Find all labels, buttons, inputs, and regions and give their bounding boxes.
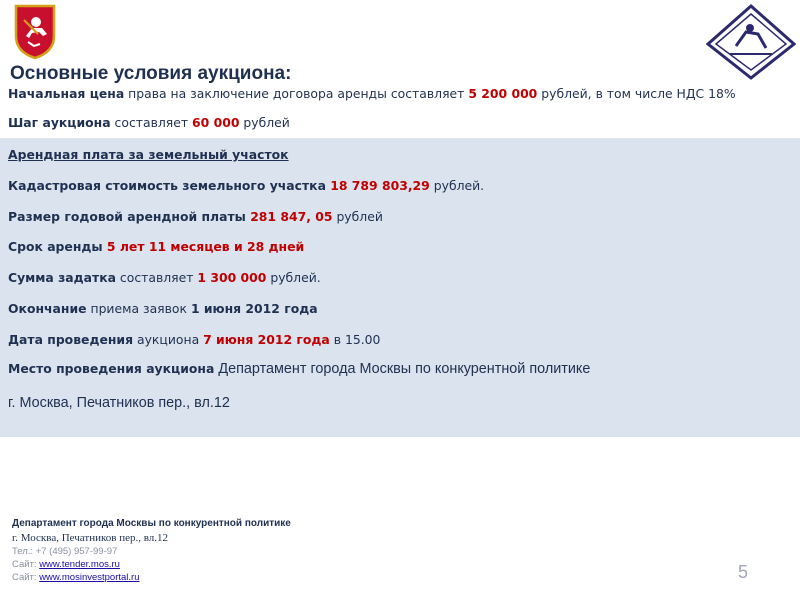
cadastral-suffix: рублей.: [429, 178, 485, 193]
auction-date-value: 7 июня 2012 года: [203, 332, 330, 347]
footer-org: Департамент города Москвы по конкурентной политике: [12, 518, 291, 529]
footer-site-2-label: Сайт:: [12, 572, 40, 583]
page-number: 5: [738, 562, 749, 582]
footer-address: г. Москва, Печатников пер., вл.12: [12, 532, 169, 544]
lease-term-line: [8, 239, 304, 254]
cadastral-label: Кадастровая стоимость земельного участка: [8, 178, 331, 193]
auction-date-line: [8, 332, 380, 347]
applications-end-line: [8, 301, 318, 316]
venue-text: Департамент города Москвы по конкурентной политике: [214, 361, 591, 377]
start-price-line: [8, 86, 736, 101]
auction-step-value: 60 000: [192, 115, 240, 130]
start-price-suffix: рублей, в том числе НДС 18%: [537, 86, 736, 101]
footer-site-1-link[interactable]: www.tender.mos.ru: [39, 559, 120, 570]
start-price-label: Начальная цена: [8, 86, 125, 101]
auction-date-text: аукциона: [133, 332, 204, 347]
footer-site-2-link[interactable]: www.mosinvestportal.ru: [39, 572, 140, 583]
page-title: Основные условия аукциона:: [10, 63, 292, 84]
annual-rent-value: 281 847, 05: [250, 209, 333, 224]
applications-end-label: Окончание: [8, 301, 87, 316]
auction-step-line: [8, 115, 290, 130]
auction-step-suffix: рублей: [239, 115, 290, 130]
auction-date-label: Дата проведения: [8, 332, 134, 347]
auction-date-suffix: в 15.00: [329, 332, 381, 347]
cadastral-value: 18 789 803,29: [330, 178, 430, 193]
annual-rent-label: Размер годовой арендной платы: [8, 209, 251, 224]
footer-phone: Тел.: +7 (495) 957-99-97: [12, 546, 118, 557]
start-price-text: права на заключение договора аренды составляет: [124, 86, 469, 101]
footer-site-1-label: Сайт:: [12, 559, 40, 570]
lease-term-label: Срок аренды: [8, 239, 107, 254]
auction-step-label: Шаг аукциона: [8, 115, 111, 130]
moscow-coat-of-arms-icon: [12, 2, 58, 60]
footer-site-2-line: [12, 572, 612, 583]
deposit-line: [8, 270, 321, 285]
applications-end-value: 1 июня 2012 года: [190, 301, 318, 316]
auction-step-text: составляет: [110, 115, 193, 130]
deposit-suffix: рублей.: [266, 270, 321, 285]
footer: [12, 518, 612, 583]
cadastral-line: [8, 178, 484, 193]
applications-end-text: приема заявок: [86, 301, 191, 316]
start-price-value: 5 200 000: [468, 86, 538, 101]
deposit-value: 1 300 000: [197, 270, 267, 285]
venue-address: г. Москва, Печатников пер., вл.12: [8, 395, 230, 411]
deposit-label: Сумма задатка: [8, 270, 116, 285]
venue-label: Место проведения аукциона: [8, 361, 215, 376]
deposit-text: составляет: [115, 270, 198, 285]
annual-rent-suffix: рублей: [332, 209, 383, 224]
department-competition-logo-icon: [706, 4, 796, 80]
venue-line: [8, 361, 590, 377]
rent-heading: Арендная плата за земельный участок: [8, 147, 289, 162]
lease-term-value: 5 лет 11 месяцев и 28 дней: [106, 239, 305, 254]
footer-site-1-line: [12, 559, 612, 570]
annual-rent-line: [8, 209, 383, 224]
